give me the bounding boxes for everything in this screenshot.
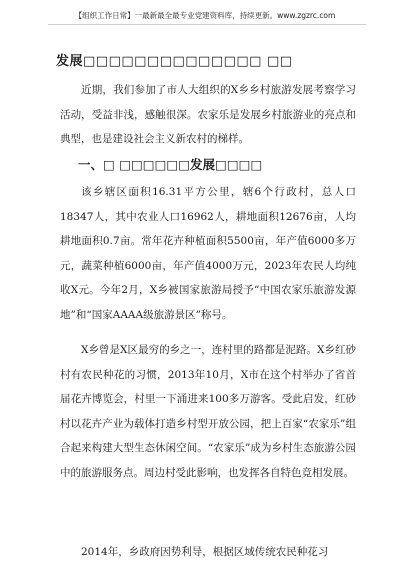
paragraph-history: X乡曾是X区最穷的乡之一，连村里的路都是泥路。X乡红砂村有农民种花的习惯，2013年10月，X市在这个村举办了省首届花卉博览会，村里一下涌进来100多万游客。受此启发，红砂村以花卉产业为载体打造乡村型开放公园，把上百家“农家乐”组合起来构建大型生态休闲空间。“农家乐”成为乡村生态旅游公园中的旅游服务点。周边村受此影响，也发挥各自特色竞相发展。 — [60, 344, 356, 479]
section-heading: 一、□ □□□□□□发展□□□□ — [78, 157, 263, 172]
paragraph-overview: 该乡辖区面积16.31平方公里，辖6个行政村，总人口18347人，其中农业人口16962人，耕地面积12676亩，人均耕地面积0.7亩。常年花卉种植面积5500亩，年产值6000多万元，蔬菜种植6000亩，年产值4000万元，2023年农民人均纯收X元。今年2月，X乡被国家旅游局授予“中国农家乐旅游发源地”和“国家AAAA级旅游景区”称号。 — [60, 186, 356, 321]
paragraph-intro: 近期，我们参加了市人大组织的X乡乡村旅游发展考察学习活动，受益非浅，感触很深。农家乐是发展乡村旅游业的亮点和典型，也是建设社会主义新农村的梯样。 — [60, 84, 356, 145]
document-title: 发展□□□□□□□□□□□□□□ □□ — [56, 54, 293, 69]
page-header: 【组织工作日常】一最新最全最专业党建资料库，持续更新。www.zgzrc.com — [74, 11, 336, 20]
paragraph-2014: 2014年，乡政府因势利导，根据区域传统农民种花习 — [81, 546, 329, 558]
header-divider — [48, 24, 366, 25]
